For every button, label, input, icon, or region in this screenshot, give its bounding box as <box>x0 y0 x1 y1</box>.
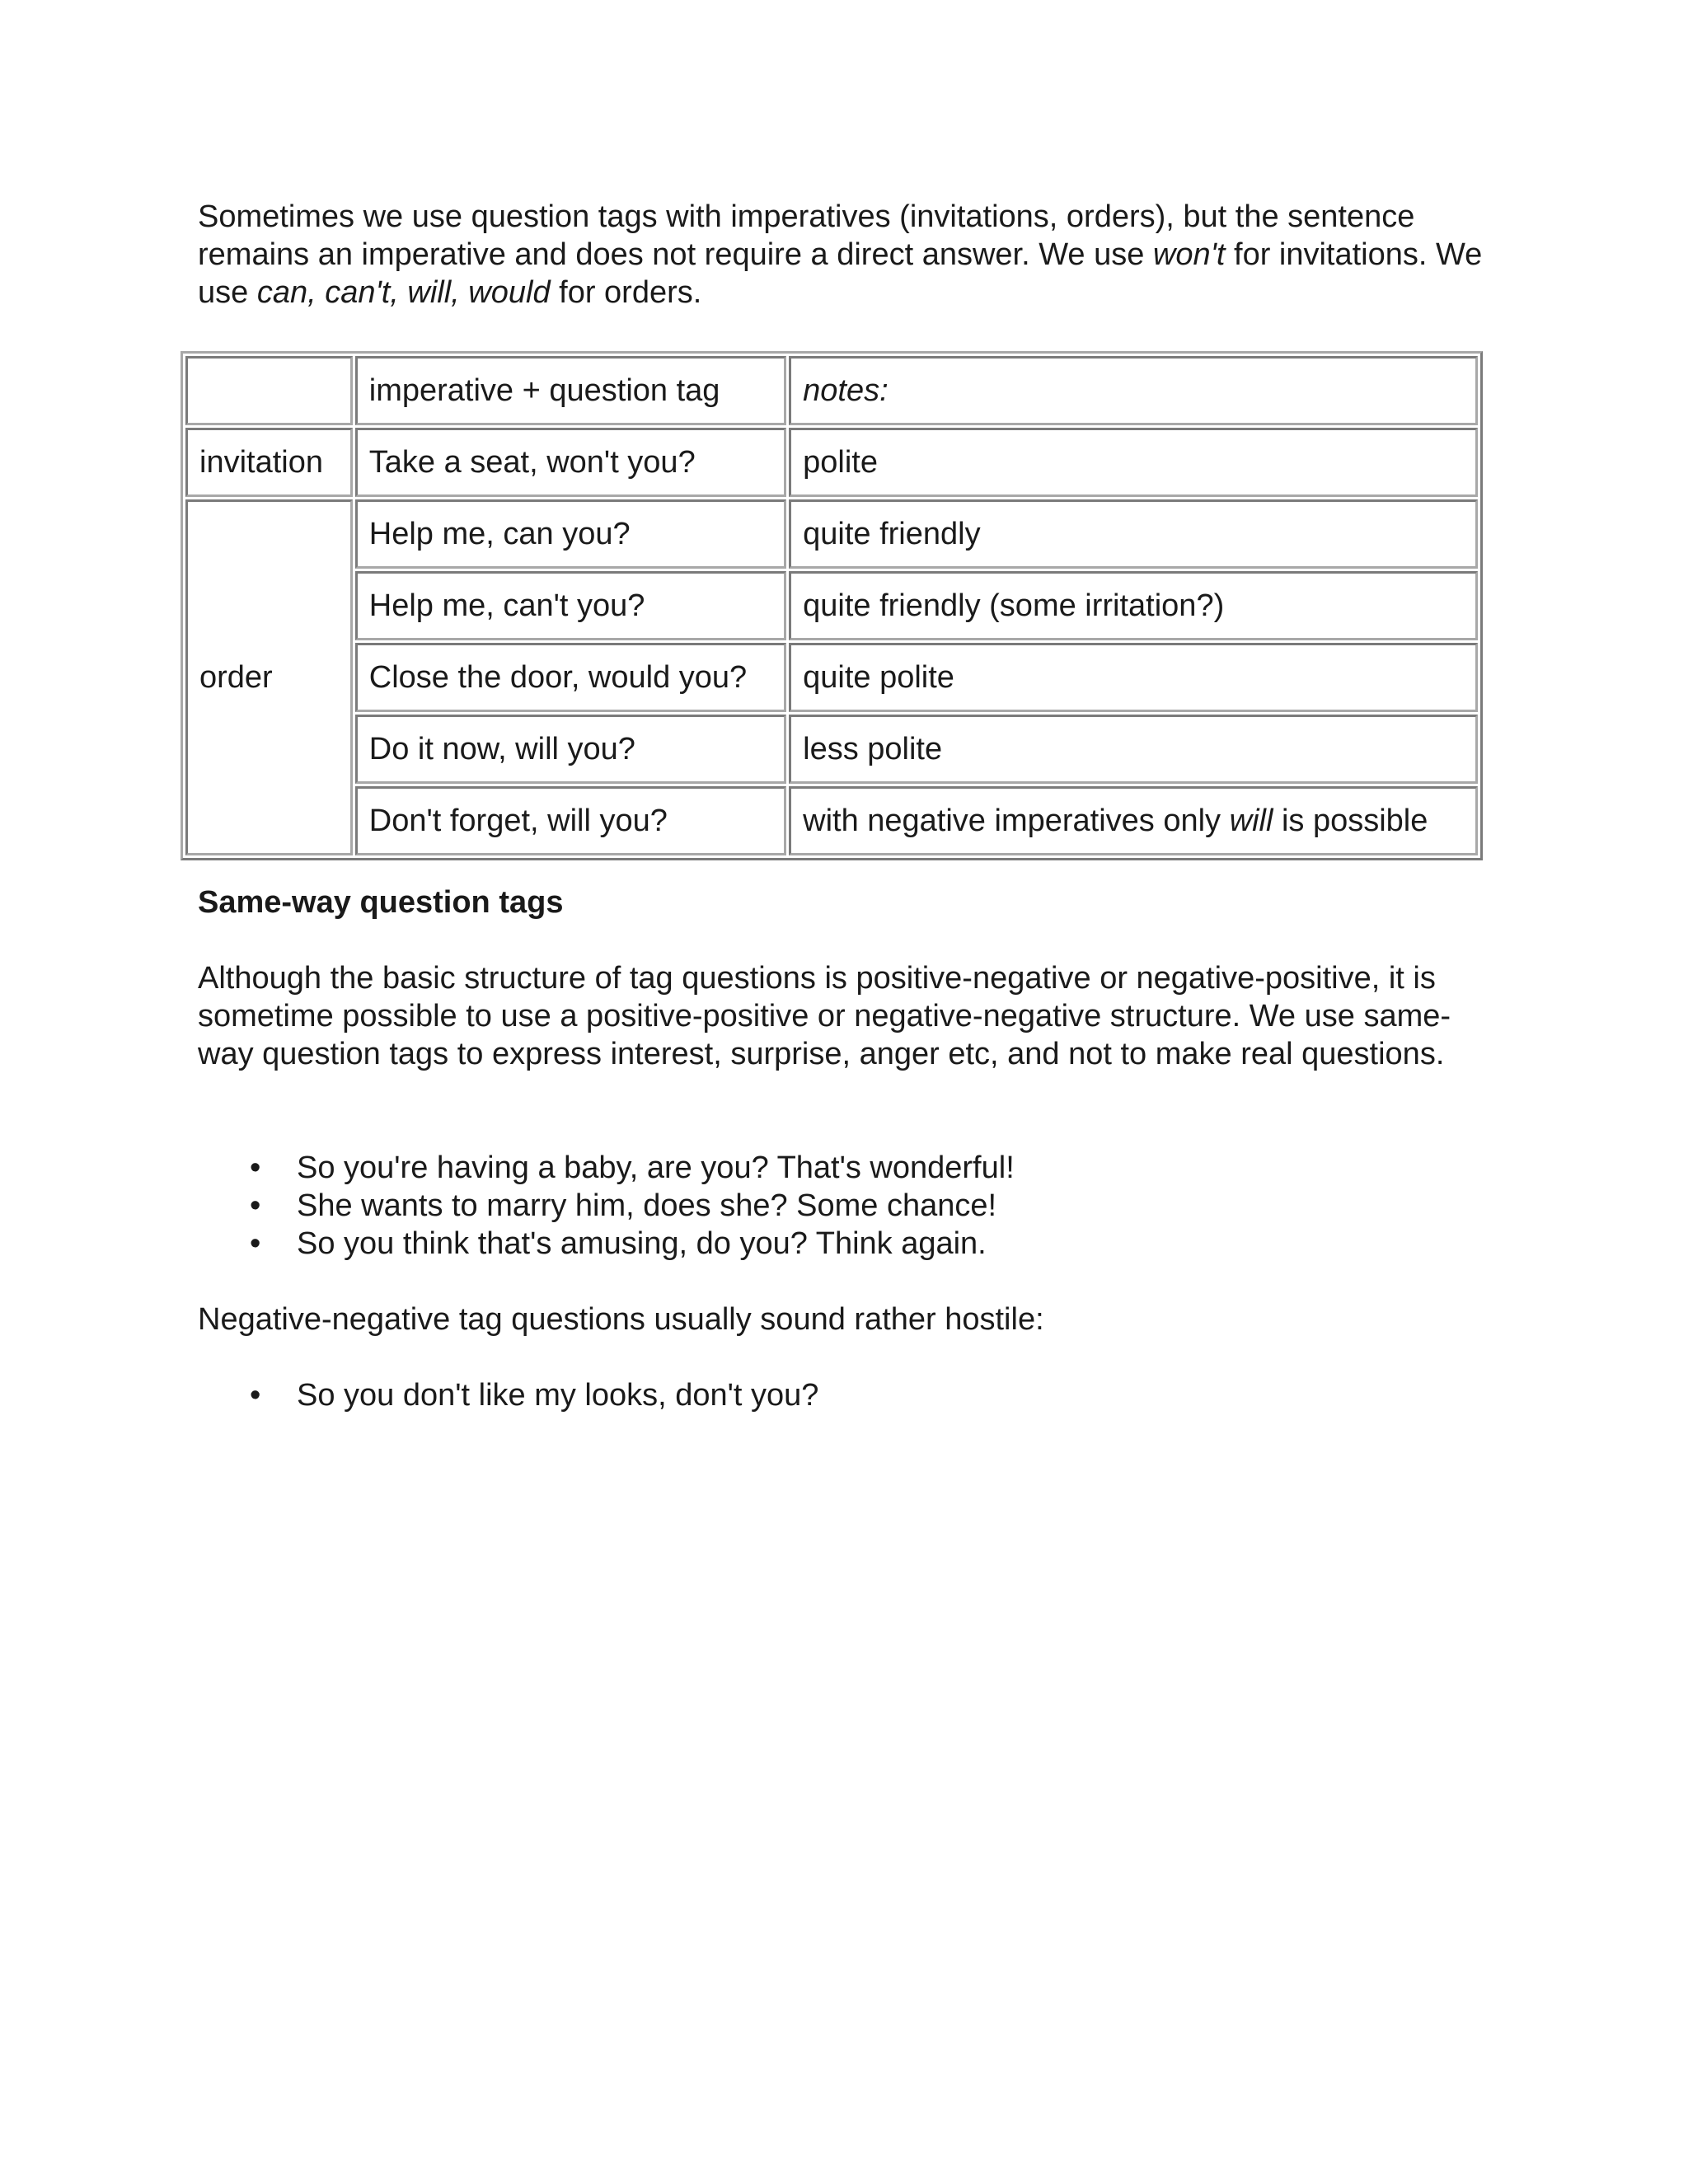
header-notes-cell <box>789 356 1478 425</box>
intro-wont: won't <box>1152 237 1226 272</box>
table-row-order-3 <box>185 643 1478 712</box>
table-row-order-5 <box>185 786 1478 855</box>
bullet-icon: • <box>250 1151 261 1185</box>
bullet-icon: • <box>250 1378 261 1413</box>
table-row-order-2 <box>185 571 1478 640</box>
intro-text-1: Sometimes we use question tags with imperatives (invitations, orders), but the sentence remains an imperative and does not require a direct answer. We use <box>198 199 1415 272</box>
intro-text-2: for invitations. We use <box>198 237 1483 310</box>
note-text-after: is possible <box>1273 804 1428 838</box>
sentence-cell: Help me, can't you? <box>355 571 786 640</box>
bullet-icon: • <box>250 1226 261 1261</box>
document-page <box>198 198 1500 1413</box>
header-empty-cell <box>185 356 353 425</box>
example-text: She wants to marry him, does she? Some chance! <box>297 1188 997 1223</box>
list-item <box>198 1187 1015 1225</box>
note-cell: quite polite <box>789 643 1478 712</box>
sentence-cell: Don't forget, will you? <box>355 786 786 855</box>
note-text-before: with negative imperatives only <box>803 804 1230 838</box>
sentence-cell: Do it now, will you? <box>355 715 786 784</box>
list-item <box>198 1225 1015 1263</box>
example-text: So you're having a baby, are you? That's wonderful! <box>297 1151 1015 1185</box>
table-row-invitation <box>185 428 1478 497</box>
section-heading: Same-way question tags <box>198 885 564 920</box>
negative-example-list <box>198 1376 818 1414</box>
example-text: So you think that's amusing, do you? Think again. <box>297 1226 987 1261</box>
table-row-order-4 <box>185 715 1478 784</box>
sentence-cell: Help me, can you? <box>355 499 786 569</box>
sentence-cell: Take a seat, won't you? <box>355 428 786 497</box>
header-imperative-cell: imperative + question tag <box>355 356 786 425</box>
list-item <box>198 1376 818 1414</box>
negative-intro-paragraph: Negative-negative tag questions usually sound rather hostile: <box>198 1302 1044 1337</box>
note-cell: less polite <box>789 715 1478 784</box>
table-header-row <box>185 356 1478 425</box>
example-text: So you don't like my looks, don't you? <box>297 1378 819 1413</box>
intro-paragraph <box>198 198 1500 312</box>
intro-text-3: for orders. <box>550 275 702 310</box>
same-way-example-list <box>198 1149 1015 1263</box>
bullet-icon: • <box>250 1188 261 1223</box>
question-tag-table <box>181 351 1483 860</box>
same-way-paragraph: Although the basic structure of tag questions is positive-negative or negative-positive, it is sometime possible to use a positive-positive or negative-negative structure. We use same-way question tags to express interest, surprise, anger etc, and not to make real questions. <box>198 961 1451 1071</box>
sentence-cell: Close the door, would you? <box>355 643 786 712</box>
note-cell: polite <box>789 428 1478 497</box>
note-text-will: will <box>1229 804 1273 838</box>
category-invitation: invitation <box>185 428 353 497</box>
note-cell: quite friendly (some irritation?) <box>789 571 1478 640</box>
intro-modals: can, can't, will, would <box>256 275 551 310</box>
table-row-order-1 <box>185 499 1478 569</box>
header-notes-label: notes: <box>803 373 889 408</box>
note-cell: quite friendly <box>789 499 1478 569</box>
note-cell <box>789 786 1478 855</box>
category-order: order <box>185 499 353 855</box>
list-item <box>198 1149 1015 1187</box>
